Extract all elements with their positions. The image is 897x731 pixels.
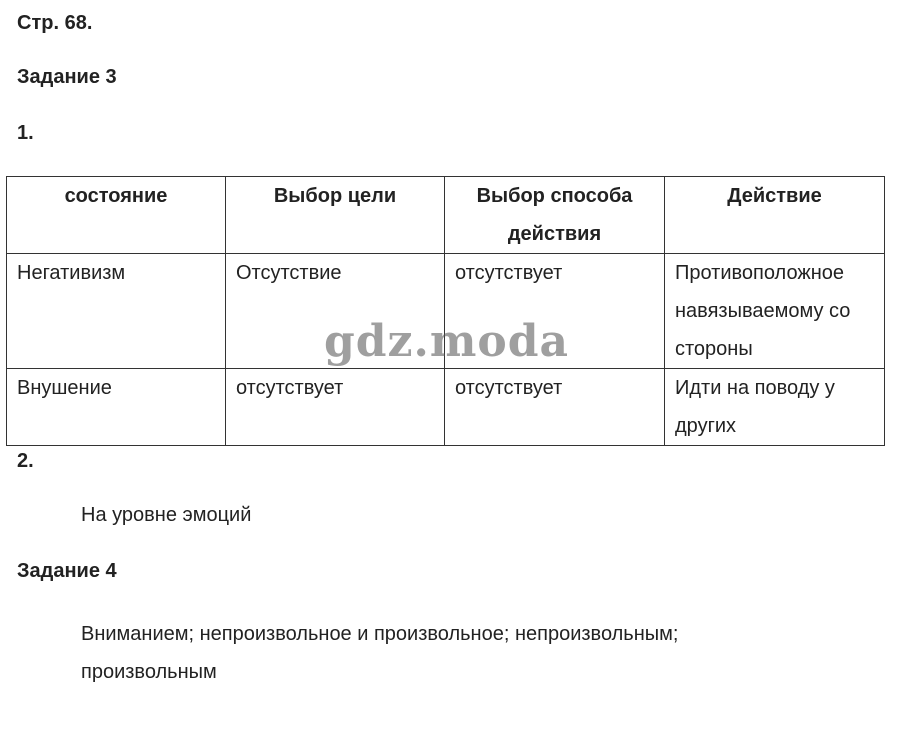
table-cell: отсутствует [445,369,665,446]
table-cell: Негативизм [7,254,226,369]
item-2-answer: На уровне эмоций [81,504,252,526]
task-4-title: Задание 4 [17,560,117,582]
table-cell: отсутствует [445,254,665,369]
watermark-logo: gdz.moda [324,316,570,367]
item-1-label: 1. [17,122,34,144]
task-4-answer: Вниманием; непроизвольное и произвольное; непроизвольным; произвольным [81,623,679,683]
table-cell: Противоположное навязываемому со стороны [665,254,885,369]
table-header-row [7,177,885,254]
table-cell: Отсутствие [226,254,445,369]
header-state: состояние [7,177,226,254]
answer-table [6,176,885,446]
table-cell: Внушение [7,369,226,446]
page-header: Стр. 68. [17,12,93,34]
table-cell: отсутствует [226,369,445,446]
table-cell: Идти на поводу у других [665,369,885,446]
table-row [7,369,885,446]
header-goal-choice: Выбор цели [226,177,445,254]
item-2-label: 2. [17,450,34,472]
task-3-title: Задание 3 [17,66,117,88]
header-method-choice: Выбор способа действия [445,177,665,254]
header-action: Действие [665,177,885,254]
table-row [7,254,885,369]
